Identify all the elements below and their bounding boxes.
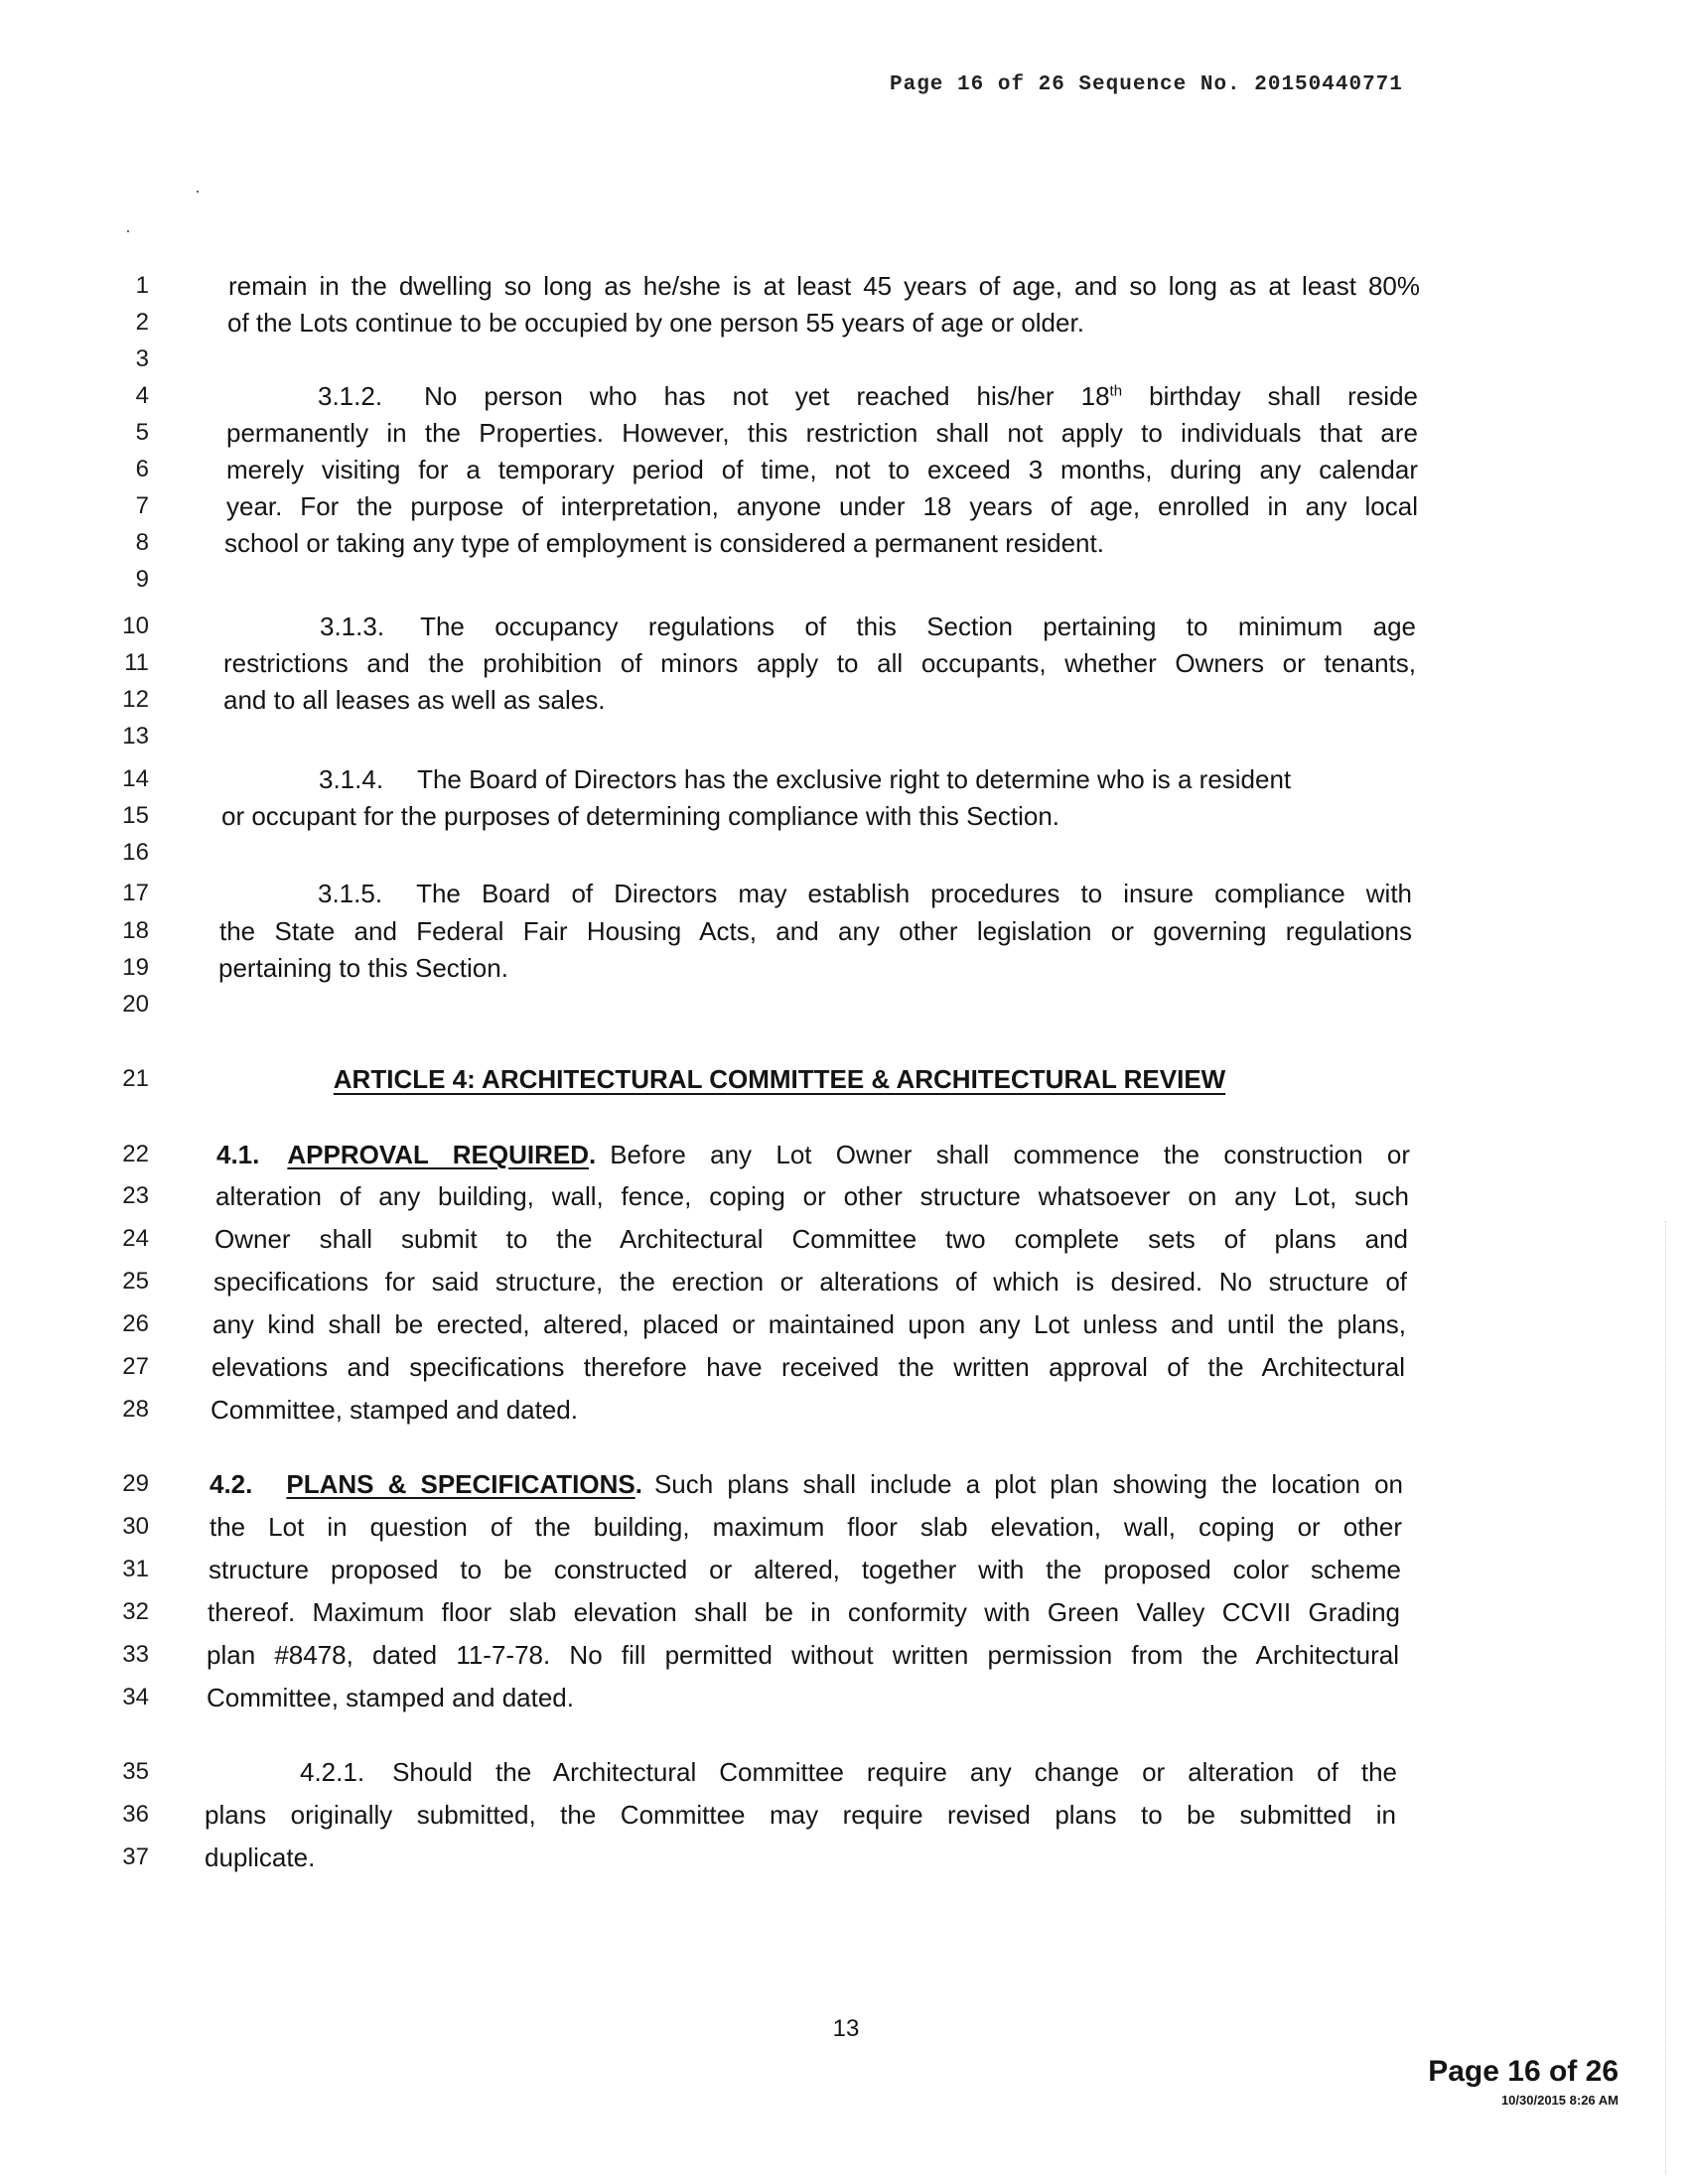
section-heading: PLANS & SPECIFICATIONS xyxy=(286,1469,635,1499)
text-line xyxy=(216,1140,1410,1169)
text-line: duplicate. xyxy=(205,1843,316,1872)
section-number: 4.2.1. xyxy=(300,1757,365,1787)
text-line: any kind shall be erected, altered, placed or maintained upon any Lot unless and until the plans, xyxy=(212,1309,1406,1339)
line-number: 15 xyxy=(122,802,149,829)
text-line: restrictions and the prohibition of minors apply to all occupants, whether Owners or tenants, xyxy=(223,648,1416,678)
section-number: 3.1.2. xyxy=(318,381,383,411)
text-run: Such plans shall include a plot plan showing the location on xyxy=(653,1469,1403,1499)
line-number: 4 xyxy=(135,382,149,409)
line-number: 2 xyxy=(135,309,149,336)
text-line: plan #8478, dated 11-7-78. No fill permitted without written permission from the Architectural xyxy=(207,1640,1399,1670)
line-number: 20 xyxy=(122,991,149,1018)
text-line: merely visiting for a temporary period of time, not to exceed 3 months, during any calendar xyxy=(226,455,1418,484)
text-line: Committee, stamped and dated. xyxy=(211,1395,578,1425)
scan-speck xyxy=(197,191,199,193)
text-line: permanently in the Properties. However, this restriction shall not apply to individuals that are xyxy=(226,418,1418,448)
line-number: 28 xyxy=(122,1396,149,1423)
line-number: 12 xyxy=(122,686,149,713)
line-number: 25 xyxy=(122,1268,149,1295)
text-line: pertaining to this Section. xyxy=(218,953,508,983)
text-run: The Board of Directors has the exclusive right to determine who is a resident xyxy=(417,764,1292,794)
article-heading: ARTICLE 4: ARCHITECTURAL COMMITTEE & ARCHITECTURAL REVIEW xyxy=(333,1064,1226,1094)
line-number: 19 xyxy=(122,954,149,981)
line-number: 23 xyxy=(122,1182,149,1209)
line-number: 11 xyxy=(124,649,149,676)
section-number: 3.1.5. xyxy=(318,879,383,908)
line-number: 30 xyxy=(122,1513,149,1540)
section-heading: APPROVAL REQUIRED xyxy=(287,1140,589,1169)
text-line: elevations and specifications therefore have received the written approval of the Architectural xyxy=(212,1352,1405,1382)
text-line: or occupant for the purposes of determining compliance with this Section. xyxy=(221,801,1060,831)
page-header: Page 16 of 26 Sequence No. 20150440771 xyxy=(890,73,1403,96)
text-line: of the Lots continue to be occupied by one person 55 years of age or older. xyxy=(227,308,1084,338)
line-number: 36 xyxy=(122,1801,149,1828)
line-number: 21 xyxy=(122,1065,149,1092)
text-line: alteration of any building, wall, fence, coping or other structure whatsoever on any Lot, such xyxy=(215,1181,1409,1211)
text-line: remain in the dwelling so long as he/she is at least 45 years of age, and so long as at least 80% xyxy=(228,271,1420,301)
text-line: the Lot in question of the building, maximum floor slab elevation, wall, coping or other xyxy=(210,1512,1402,1542)
line-number: 14 xyxy=(122,765,149,792)
line-number: 33 xyxy=(122,1641,149,1668)
line-number: 37 xyxy=(122,1843,149,1870)
section-number: 3.1.3. xyxy=(320,612,385,641)
text-run: birthday shall reside xyxy=(1122,381,1418,411)
text-line: school or taking any type of employment is considered a permanent resident. xyxy=(224,528,1104,558)
line-number: 31 xyxy=(122,1556,149,1582)
text-line: specifications for said structure, the erection or alterations of which is desired. No structure of xyxy=(213,1267,1407,1297)
line-number: 1 xyxy=(135,272,149,299)
scan-edge-line xyxy=(1665,1221,1666,2174)
text-line: and to all leases as well as sales. xyxy=(223,685,606,715)
line-number: 34 xyxy=(122,1684,149,1710)
line-number: 3 xyxy=(135,345,149,372)
line-number: 22 xyxy=(122,1141,149,1167)
filing-stamp-datetime: 10/30/2015 8:26 AM xyxy=(1500,2093,1619,2108)
line-number: 8 xyxy=(135,529,149,556)
section-number: 4.2. xyxy=(210,1469,253,1499)
line-number: 26 xyxy=(122,1310,149,1337)
line-number: 6 xyxy=(135,456,149,482)
line-number: 13 xyxy=(122,723,149,750)
line-number: 24 xyxy=(122,1225,149,1252)
line-number: 32 xyxy=(122,1598,149,1625)
line-number: 17 xyxy=(122,880,149,906)
text-run: The Board of Directors may establish procedures to insure compliance with xyxy=(416,879,1412,908)
superscript: th xyxy=(1109,382,1123,400)
text-line xyxy=(206,1757,1397,1787)
text-run: Should the Architectural Committee require any change or alteration of the xyxy=(392,1757,1397,1787)
line-number: 9 xyxy=(135,566,149,593)
text-run: The occupancy regulations of this Section pertaining to minimum age xyxy=(420,612,1416,641)
text-line: structure proposed to be constructed or altered, together with the proposed color scheme xyxy=(209,1555,1401,1584)
text-line: Committee, stamped and dated. xyxy=(207,1683,574,1712)
line-number: 16 xyxy=(122,839,149,866)
line-number: 27 xyxy=(122,1353,149,1380)
line-number: 5 xyxy=(135,419,149,446)
text-line: Owner shall submit to the Architectural Committee two complete sets of plans and xyxy=(214,1224,1408,1254)
line-number: 7 xyxy=(135,492,149,519)
text-line: the State and Federal Fair Housing Acts, and any other legislation or governing regulations xyxy=(219,916,1412,946)
text-line xyxy=(226,381,1418,411)
text-run: Before any Lot Owner shall commence the construction or xyxy=(610,1140,1410,1169)
page-number: 13 xyxy=(832,2015,860,2042)
text-line: thereof. Maximum floor slab elevation shall be in conformity with Green Valley CCVII Grading xyxy=(208,1597,1400,1627)
section-number: 4.1. xyxy=(216,1140,260,1169)
section-number: 3.1.4. xyxy=(319,764,384,794)
text-line xyxy=(221,764,1291,794)
text-run: No person who has not yet reached his/her 18 xyxy=(424,381,1110,411)
text-line: plans originally submitted, the Committee may require revised plans to be submitted in xyxy=(205,1800,1396,1830)
filing-stamp-page: Page 16 of 26 xyxy=(1428,2055,1619,2088)
heading-period: . xyxy=(588,1140,597,1169)
line-number: 29 xyxy=(122,1470,149,1497)
line-number: 35 xyxy=(122,1758,149,1785)
scan-speck xyxy=(127,230,129,232)
line-number: 10 xyxy=(122,613,149,639)
text-line xyxy=(220,879,1412,908)
text-line: year. For the purpose of interpretation, anyone under 18 years of age, enrolled in any local xyxy=(226,491,1418,521)
text-line xyxy=(210,1469,1403,1499)
heading-period: . xyxy=(634,1469,642,1499)
line-number: 18 xyxy=(122,917,149,944)
text-line xyxy=(223,612,1416,641)
